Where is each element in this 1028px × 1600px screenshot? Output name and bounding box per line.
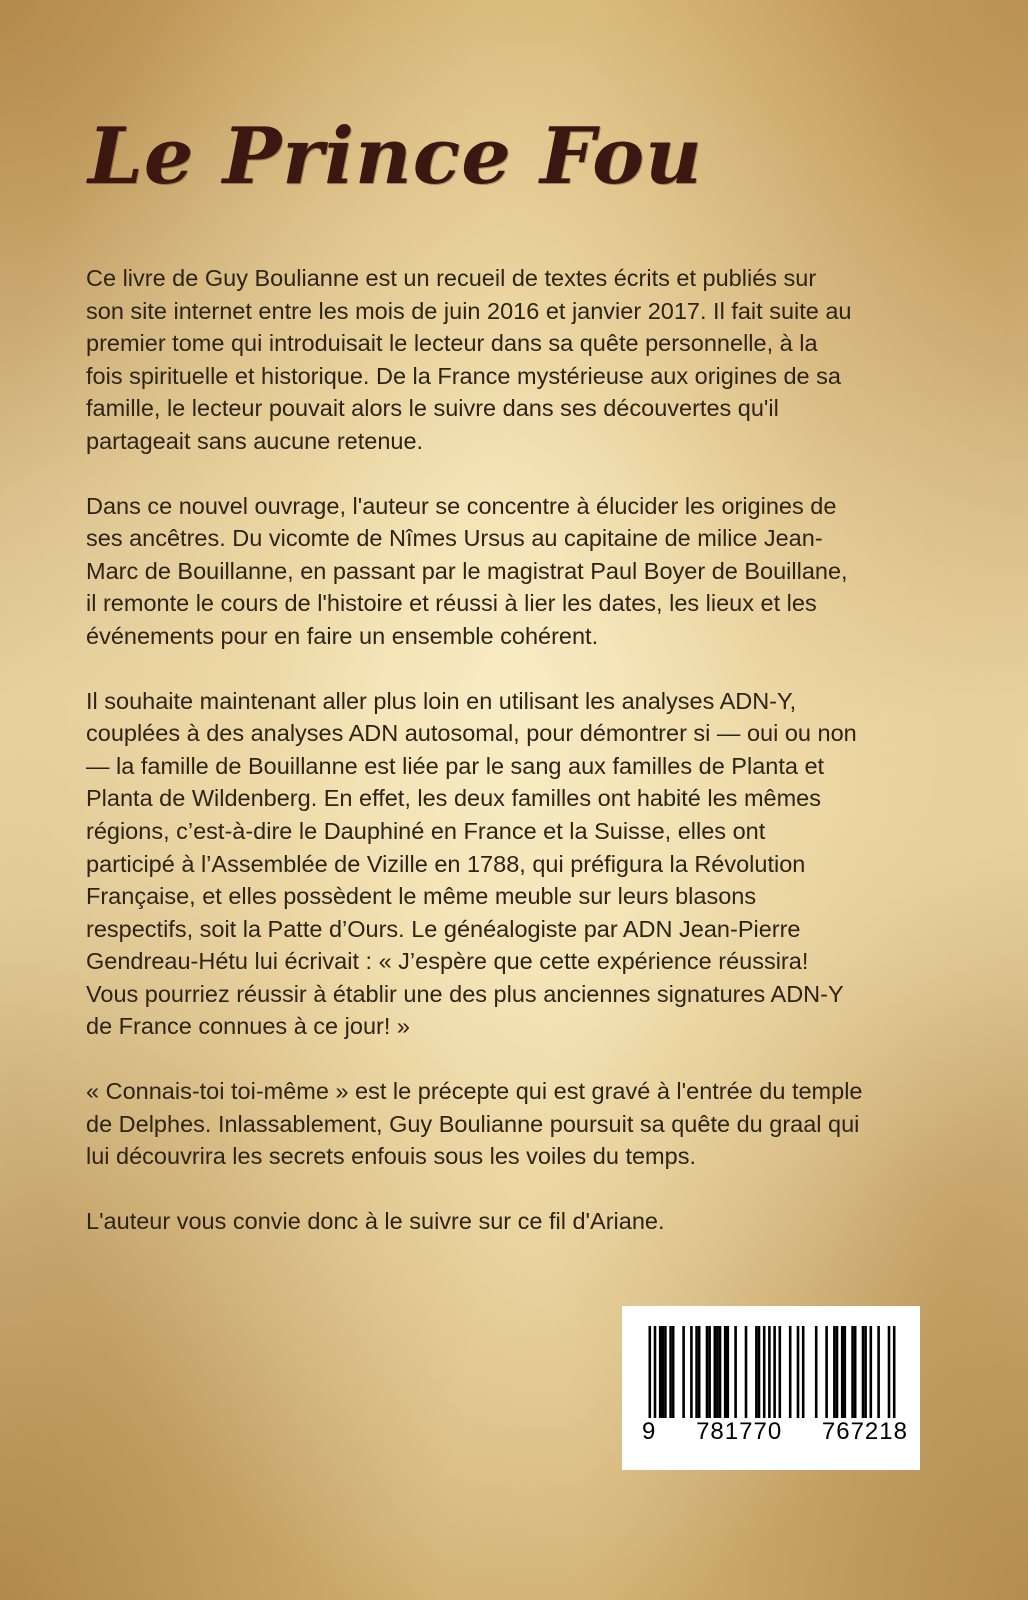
- text-line: Dans ce nouvel ouvrage, l'auteur se concentre à élucider les origines de: [86, 492, 837, 519]
- text-line: régions, c’est-à-dire le Dauphiné en France et la Suisse, elles ont: [86, 817, 766, 844]
- barcode-bar: [706, 1326, 709, 1418]
- barcode-bar: [841, 1326, 844, 1418]
- barcode-bar: [797, 1326, 800, 1418]
- barcode-bar: [802, 1326, 805, 1418]
- barcode-bar: [862, 1326, 865, 1418]
- isbn-digit-prefix: 9: [642, 1418, 657, 1445]
- barcode-bar: [672, 1326, 675, 1418]
- barcode-bars: [636, 1326, 908, 1430]
- text-line: il remonte le cours de l'histoire et réussi à lier les dates, les lieux et les: [86, 590, 817, 617]
- isbn-barcode: [622, 1306, 920, 1470]
- barcode-bar: [888, 1326, 891, 1430]
- blurb: [86, 262, 946, 1269]
- isbn-number: [640, 1418, 910, 1446]
- barcode-bar: [768, 1326, 771, 1430]
- book-title: Le Prince Fou: [88, 111, 703, 202]
- barcode-bar: [716, 1326, 719, 1418]
- text-line: son site internet entre les mois de juin 2016 et janvier 2017. Il fait suite au: [86, 297, 852, 324]
- barcode-bar: [789, 1326, 792, 1418]
- barcode-bar: [724, 1326, 727, 1418]
- barcode-bar: [727, 1326, 730, 1418]
- barcode-bar: [755, 1326, 758, 1418]
- barcode-bar: [854, 1326, 857, 1418]
- text-line: — la famille de Bouillanne est liée par le sang aux familles de Planta et: [86, 752, 825, 779]
- text-line: ses ancêtres. Du vicomte de Nîmes Ursus au capitaine de milice Jean-: [86, 525, 823, 552]
- barcode-bar: [825, 1326, 828, 1418]
- paragraph-3: [86, 685, 946, 1044]
- barcode-bar: [659, 1326, 662, 1418]
- barcode-bar: [779, 1326, 782, 1418]
- barcode-bar: [695, 1326, 698, 1418]
- text-line: L'auteur vous convie donc à le suivre sur ce fil d'Ariane.: [86, 1207, 665, 1234]
- barcode-bar: [851, 1326, 854, 1418]
- barcode-bar: [870, 1326, 873, 1418]
- text-line: participé à l’Assemblée de Vizille en 1788, qui préfigura la Révolution: [86, 850, 806, 877]
- barcode-bar: [719, 1326, 722, 1418]
- text-line: Planta de Wildenberg. En effet, les deux familles ont habité les mêmes: [86, 785, 821, 812]
- barcode-bar: [698, 1326, 701, 1418]
- barcode-bar: [864, 1326, 867, 1418]
- text-line: événements pour en faire un ensemble cohérent.: [86, 622, 599, 649]
- barcode-bar: [734, 1326, 737, 1418]
- text-line: Gendreau-Hétu lui écrivait : « J’espère que cette expérience réussira!: [86, 948, 809, 975]
- text-line: de Delphes. Inlassablement, Guy Boulianne poursuit sa quête du graal qui: [86, 1110, 860, 1137]
- paragraph-2: [86, 490, 946, 653]
- text-line: partageait sans aucune retenue.: [86, 427, 424, 454]
- barcode-bar: [664, 1326, 667, 1418]
- barcode-bar: [669, 1326, 672, 1418]
- text-line: lui découvrira les secrets enfouis sous les voiles du temps.: [86, 1143, 696, 1170]
- barcode-bar: [682, 1326, 685, 1418]
- text-line: Marc de Bouillanne, en passant par le magistrat Paul Boyer de Bouillane,: [86, 557, 848, 584]
- text-line: couplées à des analyses ADN autosomal, pour démontrer si — oui ou non: [86, 720, 857, 747]
- barcode-bar: [763, 1326, 766, 1418]
- text-line: Ce livre de Guy Boulianne est un recueil de textes écrits et publiés sur: [86, 265, 817, 291]
- barcode-bar: [844, 1326, 847, 1418]
- barcode-bar: [833, 1326, 836, 1418]
- paragraph-4: [86, 1075, 946, 1173]
- barcode-bar: [745, 1326, 748, 1418]
- barcode-bar: [662, 1326, 665, 1418]
- barcode-bar: [714, 1326, 717, 1418]
- text-line: Française, et elles possèdent le même meuble sur leurs blasons: [86, 883, 757, 910]
- barcode-bar: [649, 1326, 652, 1430]
- text-line: de France connues à ce jour! »: [86, 1013, 410, 1040]
- text-line: premier tome qui introduisait le lecteur dans sa quête personnelle, à la: [86, 330, 818, 357]
- text-line: fois spirituelle et historique. De la France mystérieuse aux origines de sa: [86, 362, 841, 389]
- barcode-bar: [836, 1326, 839, 1418]
- barcode-bar: [893, 1326, 896, 1430]
- text-line: famille, le lecteur pouvait alors le suivre dans ses découvertes qu'il: [86, 395, 779, 422]
- paragraph-5: [86, 1205, 946, 1238]
- isbn-digits-left: 781770: [696, 1418, 783, 1445]
- text-line: Il souhaite maintenant aller plus loin en utilisant les analyses ADN-Y,: [86, 687, 797, 714]
- barcode-bar: [815, 1326, 818, 1418]
- paragraph-1: [86, 262, 946, 458]
- text-line: « Connais-toi toi-même » est le précepte qui est gravé à l'entrée du temple: [86, 1078, 863, 1105]
- barcode-bar: [877, 1326, 880, 1418]
- isbn-digits-right: 767218: [821, 1418, 908, 1445]
- barcode-bar: [690, 1326, 693, 1418]
- barcode-bar: [654, 1326, 657, 1430]
- text-line: Vous pourriez réussir à établir une des plus anciennes signatures ADN-Y: [86, 980, 844, 1007]
- barcode-bar: [773, 1326, 776, 1430]
- barcode-bar: [758, 1326, 761, 1418]
- barcode-bar: [708, 1326, 711, 1418]
- text-line: respectifs, soit la Patte d’Ours. Le généalogiste par ADN Jean-Pierre: [86, 915, 801, 942]
